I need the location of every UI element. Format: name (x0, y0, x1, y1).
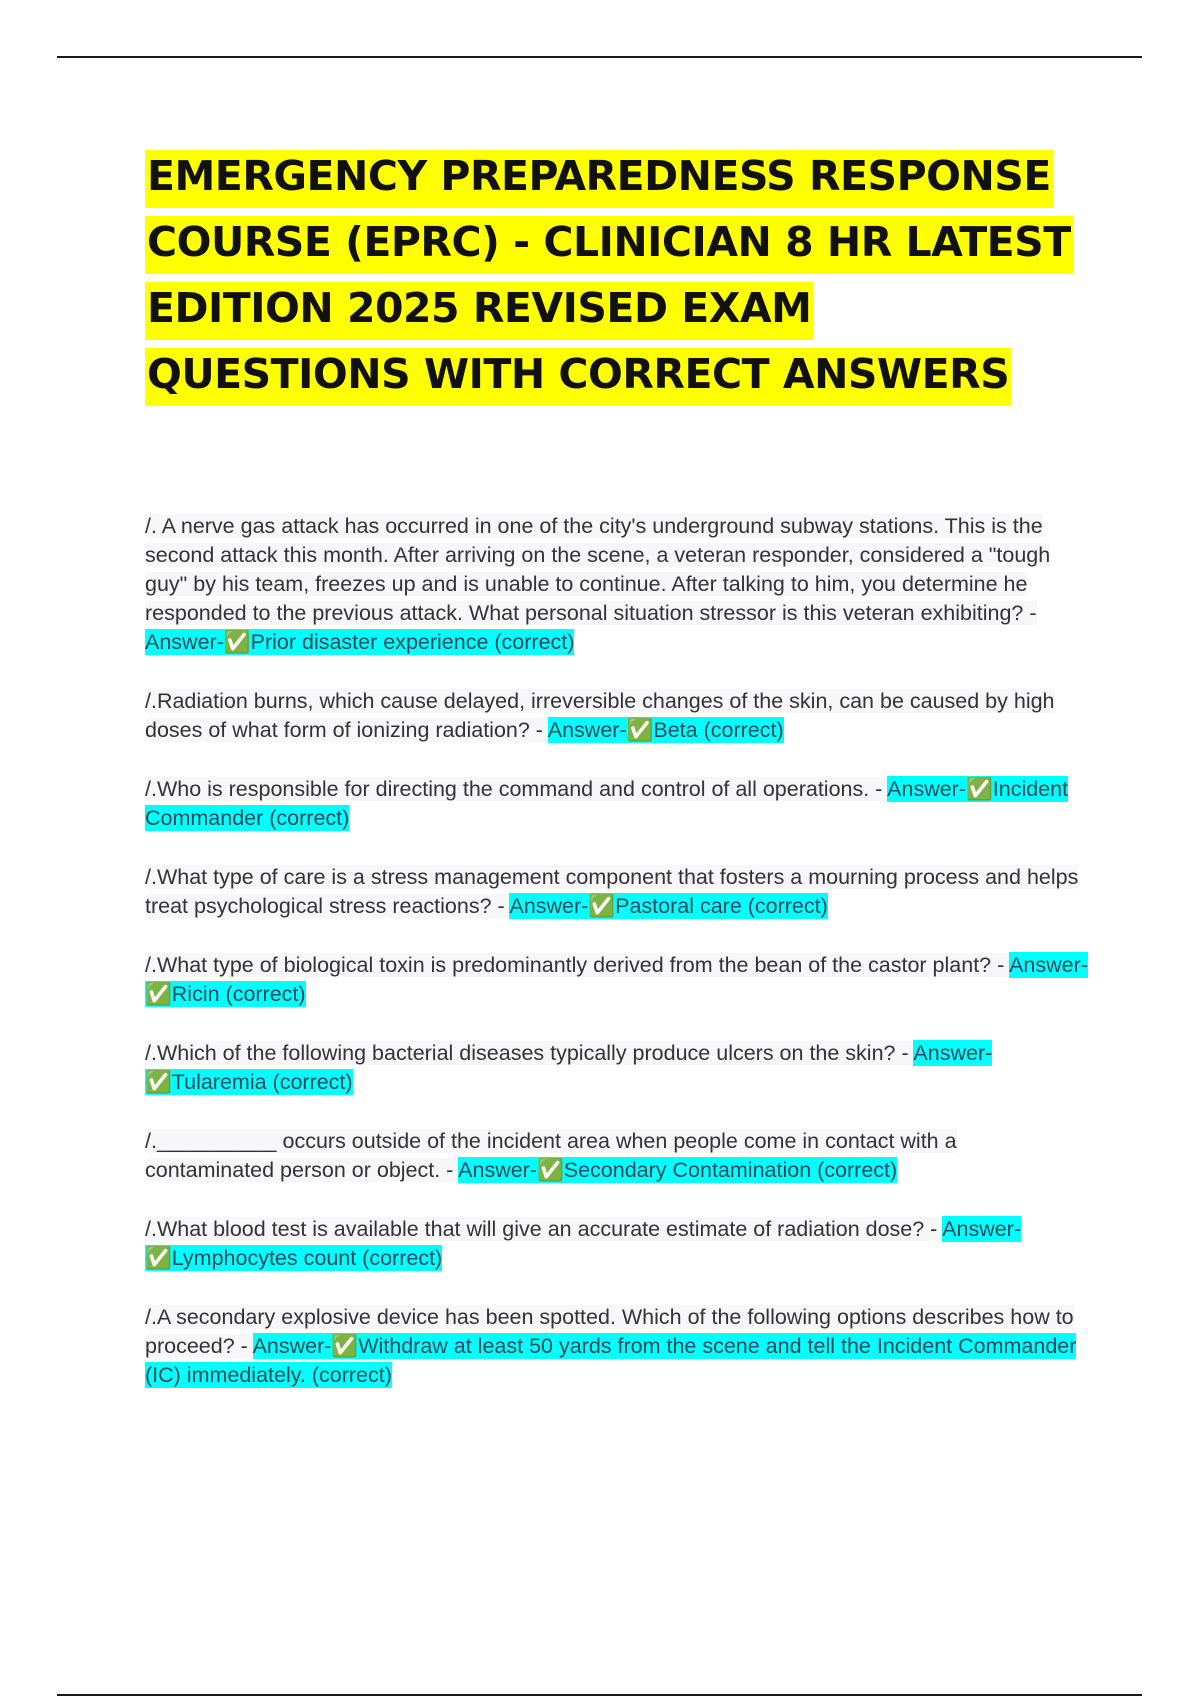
question-item (145, 1303, 1090, 1390)
answer-text: Answer-✅Ricin (correct) (145, 953, 1088, 1006)
question-item (145, 1039, 1090, 1097)
question-text: /.Radiation burns, which cause delayed, irreversible changes of the skin, can be caused by high doses of what form of ionizing radiation? - (145, 689, 1055, 742)
question-text: /.Which of the following bacterial diseases typically produce ulcers on the skin? - (145, 1041, 914, 1065)
answer-text: Answer-✅Beta (correct) (547, 718, 784, 742)
question-item (145, 1215, 1090, 1273)
question-item (145, 863, 1090, 921)
answer-text: Answer-✅Incident Commander (correct) (145, 777, 1069, 830)
question-item (145, 775, 1090, 833)
question-text: /.__________ occurs outside of the incident area when people come in contact with a contaminated person or object. - (145, 1129, 957, 1182)
question-text: /.What blood test is available that will give an accurate estimate of radiation dose? - (145, 1217, 943, 1241)
bottom-rule (57, 1694, 1142, 1696)
title-line: EDITION 2025 REVISED EXAM (145, 282, 813, 340)
title-line: QUESTIONS WITH CORRECT ANSWERS (145, 348, 1011, 406)
answer-text: Answer-✅Withdraw at least 50 yards from the scene and tell the Incident Commander (IC) immediately. (correct) (145, 1334, 1077, 1387)
question-list (145, 512, 1090, 1420)
top-rule (57, 56, 1142, 58)
answer-text: Answer-✅Prior disaster experience (correct) (145, 630, 575, 654)
question-item (145, 1127, 1090, 1185)
question-text: /. A nerve gas attack has occurred in one of the city's underground subway stations. This is the second attack this month. After arriving on the scene, a veteran responder, considered a "tough guy" by his team, freezes up and is unable to continue. After talking to him, you determine he responded to the previous attack. What personal situation stressor is this veteran exhibiting? - (145, 514, 1051, 625)
document-title (145, 143, 1105, 407)
question-item (145, 512, 1090, 657)
question-text: /.What type of biological toxin is predominantly derived from the bean of the castor plant? - (145, 953, 1010, 977)
question-text: /.Who is responsible for directing the command and control of all operations. - (145, 777, 888, 801)
question-item (145, 687, 1090, 745)
title-line: EMERGENCY PREPAREDNESS RESPONSE (145, 150, 1053, 208)
question-item (145, 951, 1090, 1009)
answer-text: Answer-✅Lymphocytes count (correct) (145, 1217, 1021, 1270)
answer-text: Answer-✅Pastoral care (correct) (509, 894, 828, 918)
question-text: /.What type of care is a stress management component that fosters a mourning process and helps treat psychological stress reactions? - (145, 865, 1079, 918)
title-line: COURSE (EPRC) - CLINICIAN 8 HR LATEST (145, 216, 1073, 274)
question-text: /.A secondary explosive device has been spotted. Which of the following options describes how to proceed? - (145, 1305, 1074, 1358)
answer-text: Answer-✅Secondary Contamination (correct) (458, 1158, 898, 1182)
answer-text: Answer-✅Tularemia (correct) (145, 1041, 993, 1094)
